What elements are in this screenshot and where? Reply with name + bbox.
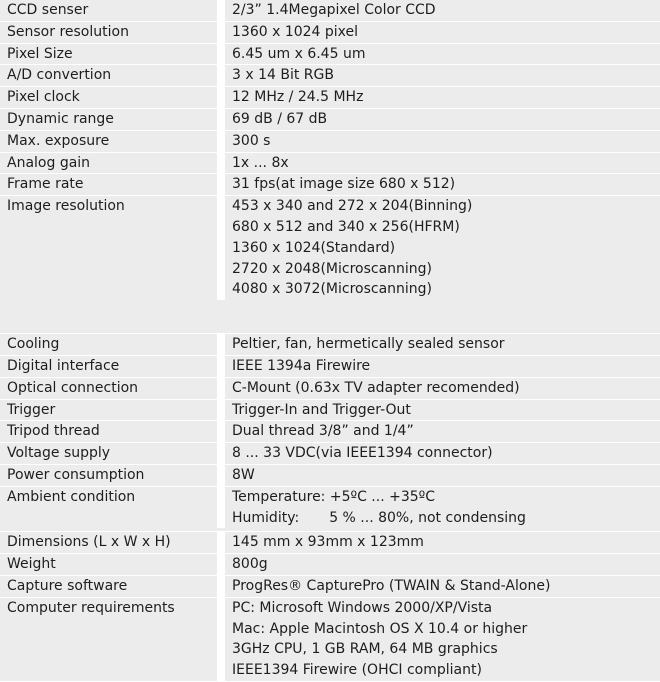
spec-label: Max. exposure — [0, 131, 225, 152]
spec-value — [225, 196, 660, 300]
spec-value — [225, 554, 660, 575]
spec-row-voltage-supply — [0, 443, 660, 465]
spec-label: Pixel Size — [0, 44, 225, 65]
spec-value-line: 69 dB / 67 dB — [232, 110, 328, 127]
spec-row-ad-conversion — [0, 65, 660, 87]
spec-value-line: IEEE 1394a Firewire — [232, 357, 371, 374]
spec-value-line: 2720 x 2048(Microscanning) — [232, 260, 433, 277]
spec-value-line: 145 mm x 93mm x 123mm — [232, 534, 424, 551]
spec-value — [225, 465, 660, 486]
spec-value — [225, 65, 660, 86]
spec-row-cooling — [0, 334, 660, 356]
spec-label: Voltage supply — [0, 443, 225, 464]
spec-label: Weight — [0, 554, 225, 575]
spec-value-line: 2/3” 1.4Megapixel Color CCD — [232, 2, 436, 18]
spec-label: Capture software — [0, 576, 225, 597]
spec-label: Trigger — [0, 400, 225, 421]
spec-value-line: 3 x 14 Bit RGB — [232, 67, 334, 84]
spec-value-line: 300 s — [232, 132, 271, 149]
spec-value — [225, 87, 660, 108]
spec-value-line: 31 fps(at image size 680 x 512) — [232, 176, 456, 193]
spec-value-line: 8 ... 33 VDC(via IEEE1394 connector) — [232, 445, 493, 462]
spec-value — [225, 334, 660, 355]
spec-row-max-exposure — [0, 131, 660, 153]
spec-row-weight — [0, 554, 660, 576]
spec-value — [225, 532, 660, 553]
humidity-value: 5 % ... 80%, not condensing — [329, 509, 526, 526]
spec-value-line: 1360 x 1024(Standard) — [232, 239, 396, 256]
spec-row-pixel-clock — [0, 87, 660, 109]
spec-row-trigger — [0, 400, 660, 422]
spec-label: Sensor resolution — [0, 22, 225, 43]
spec-row-computer-requirements — [0, 598, 660, 682]
spec-label: Power consumption — [0, 465, 225, 486]
spec-value-line: Temperature: +5ºC ... +35ºC — [232, 488, 436, 505]
spec-row-sensor-resolution — [0, 22, 660, 44]
spec-label: Dynamic range — [0, 109, 225, 130]
spec-value — [225, 576, 660, 597]
spec-value — [225, 153, 660, 174]
spec-row-dimensions — [0, 532, 660, 554]
humidity-key: Humidity: — [232, 509, 300, 526]
spec-value-line: Trigger-In and Trigger-Out — [232, 401, 411, 418]
spec-value-line — [232, 508, 660, 529]
spec-value — [225, 421, 660, 442]
spec-row-frame-rate — [0, 174, 660, 196]
spec-value-line: 453 x 340 and 272 x 204(Binning) — [232, 198, 473, 215]
spec-value — [225, 378, 660, 399]
spec-label: Ambient condition — [0, 487, 225, 529]
spec-row-ambient-condition — [0, 487, 660, 533]
spec-value-line: Mac: Apple Macintosh OS X 10.4 or higher — [232, 620, 528, 637]
spec-value-line: Dual thread 3/8” and 1/4” — [232, 423, 414, 440]
spec-row-analog-gain — [0, 153, 660, 175]
spec-label: Pixel clock — [0, 87, 225, 108]
spec-label: Optical connection — [0, 378, 225, 399]
spec-value — [225, 174, 660, 195]
spec-value-line: 3GHz CPU, 1 GB RAM, 64 MB graphics — [232, 641, 498, 658]
spec-value — [225, 0, 660, 21]
spec-label: Dimensions (L x W x H) — [0, 532, 225, 553]
spec-value-line: 1x ... 8x — [232, 154, 289, 171]
spec-value-line: 6.45 um x 6.45 um — [232, 45, 366, 62]
spec-label: Tripod thread — [0, 421, 225, 442]
spec-value-line: Peltier, fan, hermetically sealed sensor — [232, 336, 505, 353]
spec-value-line: 8W — [232, 466, 255, 483]
spec-value-line: IEEE1394 Firewire (OHCI compliant) — [232, 662, 482, 679]
spec-row-tripod-thread — [0, 421, 660, 443]
spec-row-ccd-sensor — [0, 0, 660, 22]
spec-row-optical-connection — [0, 378, 660, 400]
spec-value — [225, 443, 660, 464]
spec-row-pixel-size — [0, 44, 660, 66]
spec-value-line: ProgRes® CapturePro (TWAIN & Stand-Alone) — [232, 577, 551, 594]
spec-value — [225, 44, 660, 65]
spec-row-digital-interface — [0, 356, 660, 378]
spec-value-line: C-Mount (0.63x TV adapter recomended) — [232, 379, 520, 396]
spec-label: Image resolution — [0, 196, 225, 300]
spec-label: A/D convertion — [0, 65, 225, 86]
spec-value-line: 800g — [232, 556, 268, 573]
spec-value — [225, 131, 660, 152]
spec-value-line: PC: Microsoft Windows 2000/XP/Vista — [232, 599, 493, 616]
spec-label: Analog gain — [0, 153, 225, 174]
spec-value-line: 1360 x 1024 pixel — [232, 23, 359, 40]
spec-value — [225, 400, 660, 421]
spec-label: Frame rate — [0, 174, 225, 195]
spec-value — [225, 487, 660, 529]
spec-value — [225, 109, 660, 130]
spec-label: Digital interface — [0, 356, 225, 377]
spec-value-line: 680 x 512 and 340 x 256(HFRM) — [232, 218, 460, 235]
spec-row-dynamic-range — [0, 109, 660, 131]
spec-value — [225, 22, 660, 43]
spec-value — [225, 356, 660, 377]
spec-label: Cooling — [0, 334, 225, 355]
spec-row-image-resolution — [0, 196, 660, 334]
spec-label: CCD senser — [0, 0, 225, 21]
spec-row-power-consumption — [0, 465, 660, 487]
spec-value-line: 12 MHz / 24.5 MHz — [232, 89, 364, 106]
spec-value — [225, 598, 660, 681]
spec-row-capture-software — [0, 576, 660, 598]
spec-label: Computer requirements — [0, 598, 225, 681]
spec-value-line: 4080 x 3072(Microscanning) — [232, 281, 433, 298]
